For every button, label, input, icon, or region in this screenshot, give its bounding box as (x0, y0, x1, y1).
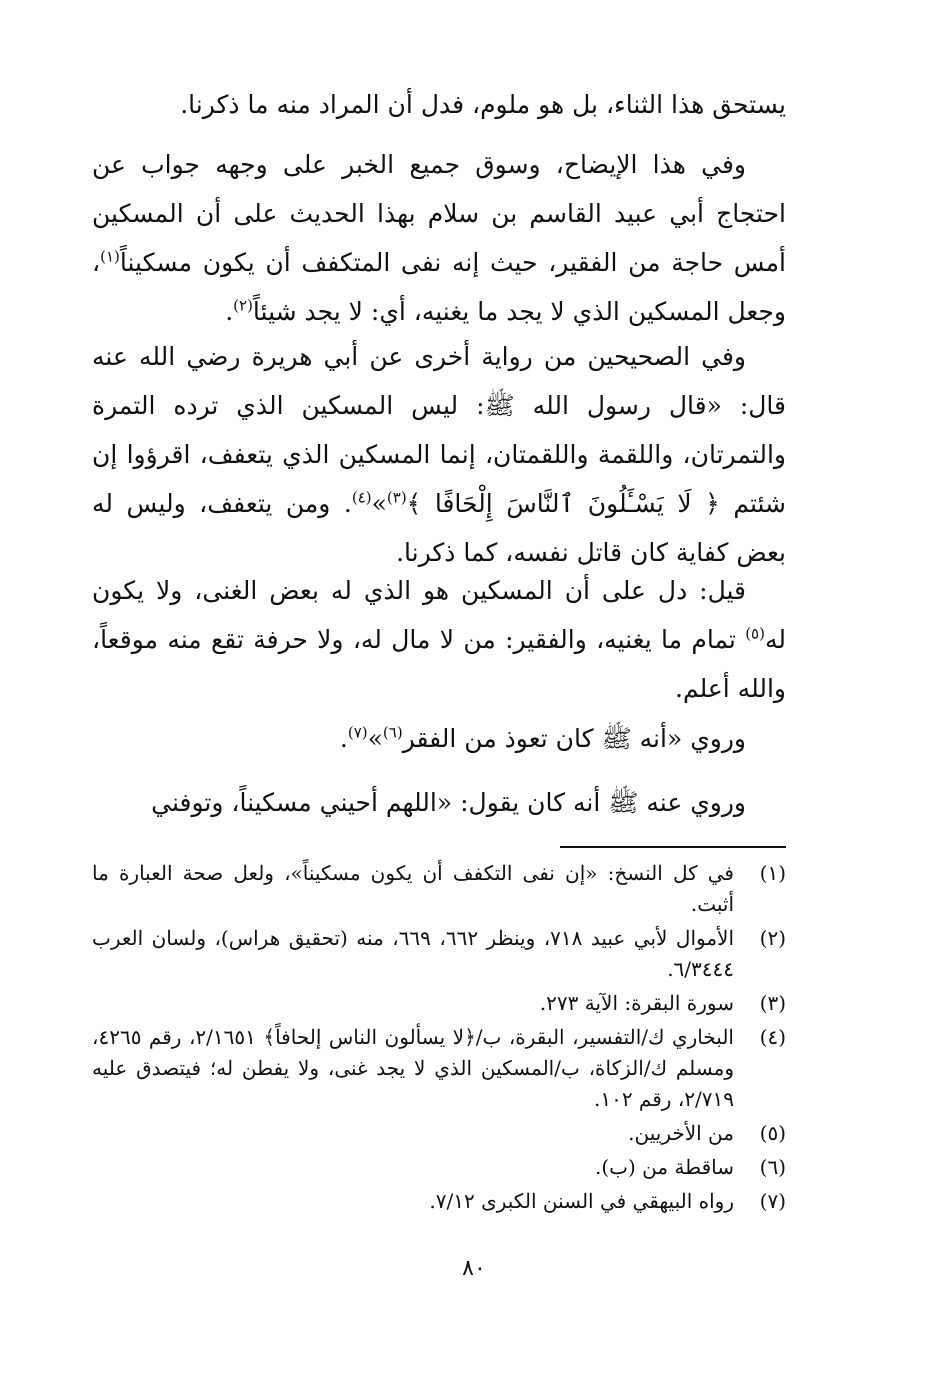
paragraph-3-text-c: . ومن يتعفف، وليس له بعض كفاية كان قاتل نفسه، كما ذكرنا. (92, 489, 786, 567)
footnote-ref-5: (٥) (745, 624, 765, 643)
footnote-number: (٤) (759, 1025, 786, 1049)
footnote-number: (٥) (759, 1121, 786, 1145)
footnote-number: (٣) (759, 991, 786, 1015)
paragraph-5-text-b: » (367, 724, 383, 753)
footnote-text: ساقطة من (ب). (595, 1155, 734, 1179)
footnote-ref-3: (٣) (386, 488, 407, 507)
paragraph-4 (92, 566, 786, 713)
footnote-item (92, 858, 786, 920)
paragraph-2 (92, 140, 786, 336)
footnote-number: (٧) (759, 1189, 786, 1213)
footnote-ref-2: (٢) (233, 296, 253, 315)
footnote-item (92, 923, 786, 985)
paragraph-5-text-a: وروي «أنه ﷺ كان تعوذ من الفقر (402, 724, 746, 753)
footnote-number: (٢) (759, 926, 786, 950)
footnote-item (92, 1152, 786, 1183)
footnote-ref-7: (٧) (347, 723, 368, 742)
paragraph-2-text-c: . (225, 297, 234, 326)
footnote-item (92, 988, 786, 1019)
page-number: ٨٠ (462, 1256, 486, 1281)
footnote-ref-6: (٦) (382, 723, 403, 742)
footnote-item (92, 1022, 786, 1115)
paragraph-5-text-c: . (339, 724, 348, 753)
paragraph-4-text-a: قيل: دل على أن المسكين هو الذي له بعض الغنى، ولا يكون له (92, 576, 786, 654)
footnote-text: البخاري ك/التفسير، البقرة، ب/﴿لا يسألون الناس إلحافاً﴾ ٢/١٦٥١، رقم ٤٢٦٥، ومسلم ك/الزكاة، ب/المسكين الذي لا يجد غنى، ولا يفطن له؛ فيتصدق عليه ٢/٧١٩، رقم ١٠٢. (92, 1025, 734, 1111)
footnote-text: من الأخريين. (628, 1121, 734, 1145)
footnote-text: رواه البيهقي في السنن الكبرى ٧/١٢. (429, 1189, 734, 1213)
paragraph-6: وروي عنه ﷺ أنه كان يقول: «اللهم أحيني مسكيناً، وتوفني (151, 788, 746, 817)
footnote-text: سورة البقرة: الآية ٢٧٣. (539, 991, 734, 1015)
paragraph-2-text-b: ، وجعل المسكين الذي لا يجد ما يغنيه، أي: لا يجد شيئاً (92, 248, 786, 326)
footnote-text: في كل النسخ: «إن نفى التكفف أن يكون مسكيناً»، ولعل صحة العبارة ما أثبت. (92, 861, 734, 916)
footnote-number: (١) (759, 861, 786, 885)
paragraph-3 (92, 332, 786, 577)
paragraph-5 (92, 714, 786, 763)
paragraph-1: يستحق هذا الثناء، بل هو ملوم، فدل أن المراد منه ما ذكرنا. (180, 90, 786, 119)
paragraph-2-text-a: وفي هذا الإيضاح، وسوق جميع الخبر على وجهه جواب عن احتجاج أبي عبيد القاسم بن سلام بهذا الحديث على أن المسكين أمس حاجة من الفقير، حيث إنه نفى المتكفف أن يكون مسكيناً (92, 150, 786, 277)
footnote-separator (560, 846, 786, 848)
footnote-item (92, 1118, 786, 1149)
paragraph-3-text-b: » (371, 489, 387, 518)
footnote-ref-4: (٤) (351, 488, 372, 507)
paragraph-3-text-a: وفي الصحيحين من رواية أخرى عن أبي هريرة رضي الله عنه قال: «قال رسول الله ﷺ: ليس المسكين الذي ترده التمرة والتمرتان، واللقمة واللقمتان، إنما المسكين الذي يتعفف، اقرؤوا إن شئتم ﴿ لَا يَسْـَٔلُونَ ٱلنَّاسَ إِلْحَافًا ﴾ (92, 342, 786, 518)
footnote-item (92, 1186, 786, 1217)
footnote-text: الأموال لأبي عبيد ٧١٨، وينظر ٦٦٢، ٦٦٩، منه (تحقيق هراس)، ولسان العرب ٦/٣٤٤٤. (92, 926, 735, 981)
footnote-ref-1: (١) (100, 247, 120, 266)
paragraph-4-text-b: تمام ما يغنيه، والفقير: من لا مال له، ولا حرفة تقع منه موقعاً، والله أعلم. (92, 625, 786, 703)
footnote-number: (٦) (759, 1155, 786, 1179)
footnotes (92, 858, 786, 1220)
